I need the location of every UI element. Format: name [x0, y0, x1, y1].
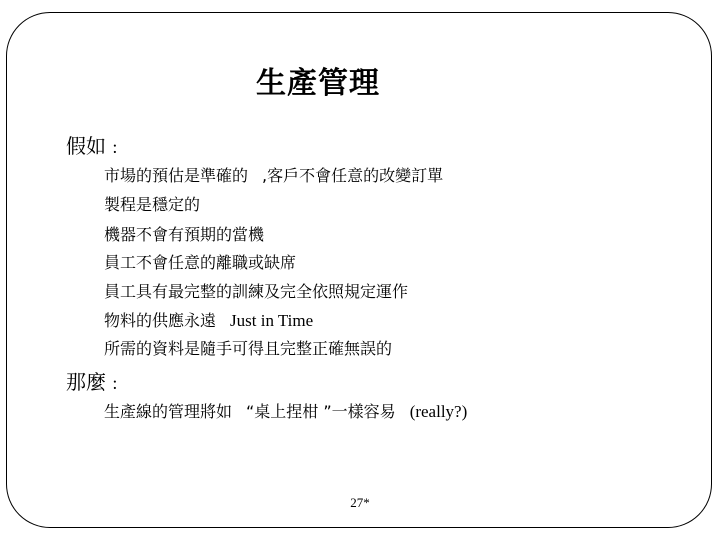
- page-number: 27*: [350, 495, 370, 510]
- list-item-text: 製程是穩定的: [104, 195, 201, 214]
- list-item-text: 市場的預估是準確的: [104, 166, 249, 185]
- list-item: [104, 195, 200, 215]
- list-item: [104, 402, 467, 422]
- list-item-latin-text: (really?): [409, 402, 468, 421]
- list-item-text-continued: ,客戶不會任意的改變訂單: [262, 166, 444, 185]
- heading-text: 那麼: [66, 370, 106, 394]
- section-heading-conclusion: [66, 370, 117, 395]
- list-item: [104, 253, 296, 273]
- list-item-text: 員工具有最完整的訓練及完全依照規定運作: [104, 282, 409, 301]
- list-item-quote: “桌上捏柑 ”一樣容易: [246, 402, 396, 421]
- list-item-text: 物料的供應永遠: [104, 311, 217, 330]
- slide-title: 生產管理: [256, 66, 380, 101]
- section-heading-assumptions: [66, 134, 117, 159]
- list-item-text: 機器不會有預期的當機: [104, 225, 265, 244]
- list-item: [104, 339, 392, 359]
- heading-text: 假如: [66, 134, 106, 158]
- heading-colon: :: [112, 137, 118, 157]
- list-item: [104, 225, 264, 245]
- list-item-text: 所需的資料是隨手可得且完整正確無誤的: [104, 339, 393, 358]
- list-item-text: 生產線的管理將如: [104, 402, 233, 421]
- list-item: [104, 282, 408, 302]
- list-item: [104, 166, 443, 186]
- list-item-text: 員工不會任意的離職或缺席: [104, 253, 297, 272]
- heading-colon: :: [112, 373, 118, 393]
- list-item: [104, 311, 313, 331]
- list-item-latin-text: Just in Time: [230, 311, 314, 330]
